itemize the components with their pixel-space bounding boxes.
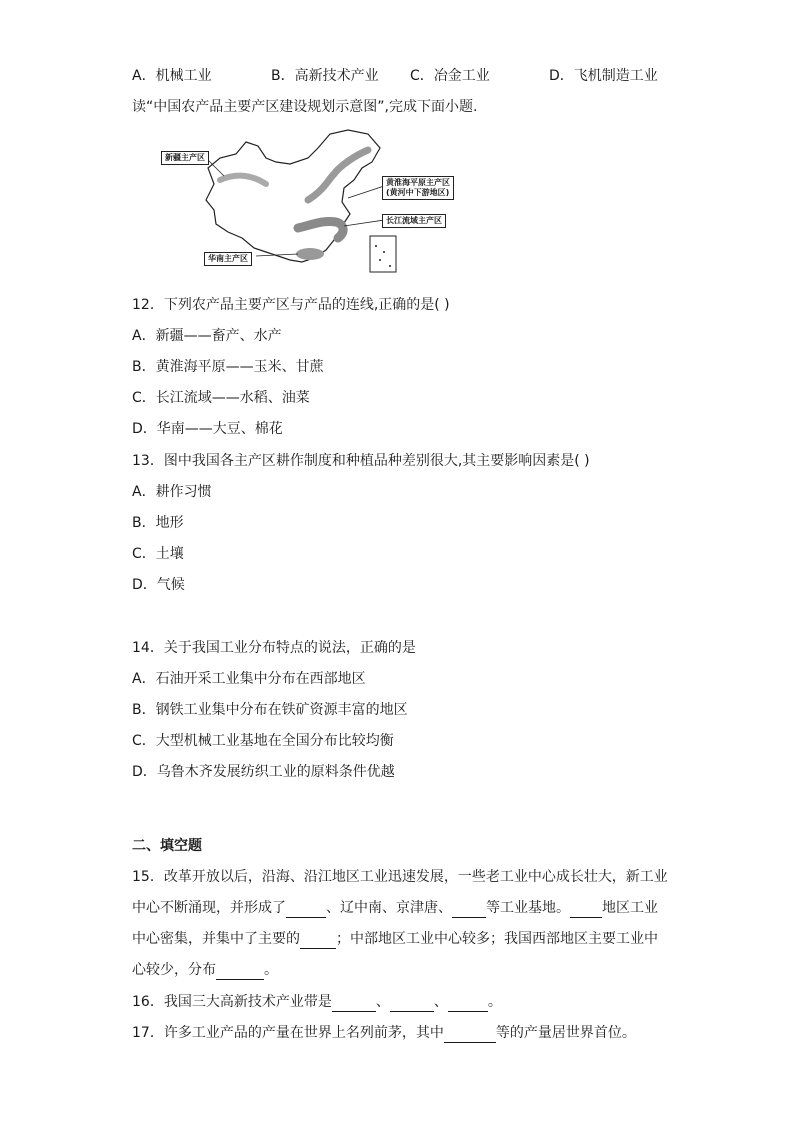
q12-stem: 12．下列农产品主要产区与产品的连线,正确的是( ) [132,297,450,313]
q16-blank-3[interactable] [448,997,488,1012]
q17-blank-1[interactable] [444,1028,496,1043]
q16-sep-1: 、 [375,994,390,1010]
intro-text: 读“中国农产品主要产区建设规划示意图”,完成下面小题. [132,99,478,115]
map-label-changjiang: 长江流域主产区 [382,214,446,228]
q15-text-4a: 心较少，分布 [132,962,216,978]
q15-line4 [132,960,278,980]
q14-option-b: B．钢铁工业集中分布在铁矿资源丰富的地区 [132,702,408,718]
q16-sep-2: 、 [433,994,448,1010]
option-d: D．飞机制造工业 [549,68,658,84]
q13-stem: 13．图中我国各主产区耕作制度和种植品种差别很大,其主要影响因素是( ) [132,453,590,469]
map-label-huanghuai [382,176,454,200]
q15-blank-4[interactable] [300,934,336,949]
q13-option-d: D．气候 [132,577,185,593]
china-map-outline [158,128,408,274]
map-label-huanghuai-line2: (黄河中下游地区) [386,188,450,197]
q14-stem: 14．关于我国工业分布特点的说法，正确的是 [132,640,416,656]
q16-line [132,992,502,1012]
q12-option-a: A．新疆——畜产、水产 [132,328,282,344]
q13-option-c: C．土壤 [132,546,184,562]
q12-option-c: C．长江流域——水稻、油菜 [132,390,310,406]
q16-text-a: 16．我国三大高新技术产业带是 [132,994,332,1010]
map-label-xinjiang: 新疆主产区 [161,151,209,165]
q12-option-d: D．华南——大豆、棉花 [132,421,283,437]
q17-line [132,1023,636,1043]
q13-option-b: B．地形 [132,515,184,531]
q15-line2 [132,898,658,918]
q15-text-3a: 中心密集，并集中了主要的 [132,931,300,947]
q17-text-b: 等的产量居世界首位。 [495,1025,636,1041]
q16-blank-1[interactable] [332,997,376,1012]
q14-option-a: A．石油开采工业集中分布在西部地区 [132,671,366,687]
option-b: B．高新技术产业 [271,68,379,84]
section-fill-in-title: 二、填空题 [132,838,202,854]
q15-text-4b: 。 [264,962,278,978]
q12-option-b: B．黄淮海平原——玉米、甘蔗 [132,359,324,375]
q14-option-c: C．大型机械工业基地在全国分布比较均衡 [132,733,394,749]
q15-text-2a: 中心不断涌现，并形成了 [132,900,286,916]
china-map-figure [158,128,450,274]
q15-text-3b: ；中部地区工业中心较多；我国西部地区主要工业中 [336,931,658,947]
q15-line1: 15．改革开放以后，沿海、沿江地区工业迅速发展，一些老工业中心成长壮大，新工业 [132,869,668,885]
q13-option-a: A．耕作习惯 [132,484,212,500]
q15-text-2d: 地区工业 [602,900,658,916]
q15-text-2b: 、辽中南、京津唐、 [326,900,452,916]
map-label-huanghuai-line1: 黄淮海平原主产区 [386,178,450,187]
q16-end: 。 [487,994,502,1010]
q15-text-2c: 等工业基地。 [486,900,570,916]
map-label-huanan: 华南主产区 [204,252,252,266]
option-c: C．冶金工业 [410,68,490,84]
q15-blank-1[interactable] [286,903,326,918]
q17-text-a: 17．许多工业产品的产量在世界上名列前茅，其中 [132,1025,444,1041]
q14-option-d: D．乌鲁木齐发展纺织工业的原料条件优越 [132,764,395,780]
q15-blank-2[interactable] [452,903,486,918]
q15-blank-5[interactable] [216,965,264,980]
q15-blank-3[interactable] [570,903,602,918]
option-a: A．机械工业 [132,68,212,84]
q16-blank-2[interactable] [390,997,434,1012]
q15-line3 [132,929,658,949]
